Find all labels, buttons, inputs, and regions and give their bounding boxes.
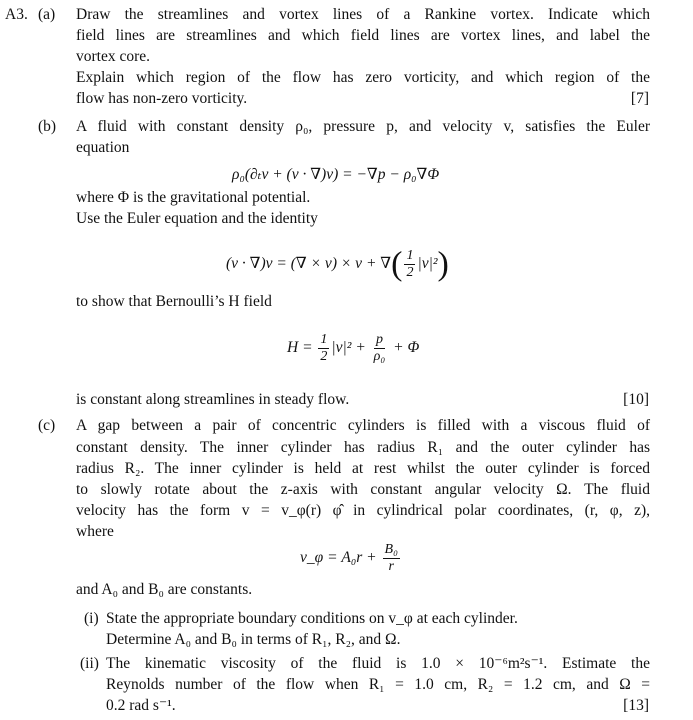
part-c-line: where <box>76 523 114 540</box>
part-b-line: Use the Euler equation and the identity <box>76 210 318 227</box>
part-c-line: A gap between a pair of concentric cylinders is filled with a viscous fluid of <box>76 417 650 434</box>
fraction-b0-r: $\frac{\text{B₀}}{r}$ <box>384 542 398 574</box>
bernoulli-equation <box>287 332 419 365</box>
velocity-equation <box>300 542 402 575</box>
velocity-lhs: v_φ = A₀r + <box>300 549 377 567</box>
part-a-line: field lines are streamlines and which field lines are vortex lines, and label the <box>76 27 650 44</box>
part-c-ii-line: Reynolds number of the flow when R₁ = 1.0 cm, R₂ = 1.2 cm, and Ω = <box>106 676 650 693</box>
part-a-line: vortex core. <box>76 48 151 65</box>
part-c-marks: [13] <box>623 697 649 714</box>
euler-equation: ρ₀(∂ₜv + (v · ∇)v) = −∇p − ρ₀∇Φ <box>232 166 440 183</box>
part-c-line: to slowly rotate about the z-axis with constant angular velocity Ω. The fluid <box>76 481 650 498</box>
part-a-label: (a) <box>38 6 56 23</box>
vector-identity-equation <box>226 245 449 283</box>
part-c-line: velocity has the form v = v_φ(r) φ̂ in cylindrical polar coordinates, (r, φ, z), <box>76 502 650 519</box>
h-lhs: H = <box>287 339 313 357</box>
part-c-label: (c) <box>38 417 56 434</box>
part-b-line: A fluid with constant density ρ₀, pressure p, and velocity v, satisfies the Euler <box>76 118 650 135</box>
part-a-line: Explain which region of the flow has zero vorticity, and which region of the <box>76 69 650 86</box>
part-c-ii-label: (ii) <box>80 655 99 672</box>
part-c-ii-line: 0.2 rad s⁻¹. <box>106 697 176 714</box>
part-b-line: to show that Bernoulli’s H field <box>76 293 272 310</box>
identity-lhs: (v · ∇)v = (∇ × v) × v + ∇ <box>226 255 392 273</box>
h-mid: |v|² + <box>331 339 366 357</box>
part-c-i-line: Determine A₀ and B₀ in terms of R₁, R₂, and Ω. <box>106 631 401 648</box>
part-c-line: radius R₂. The inner cylinder is held at rest whilst the outer cylinder is forced <box>76 460 650 477</box>
part-c-line: constant density. The inner cylinder has radius R₁ and the outer cylinder has <box>76 439 650 456</box>
part-a-marks: [7] <box>630 90 649 107</box>
part-b-line: where Φ is the gravitational potential. <box>76 189 311 206</box>
part-c-line: and A₀ and B₀ are constants. <box>76 581 253 598</box>
part-c-i-label: (i) <box>84 610 99 627</box>
question-number: A3. <box>5 6 28 23</box>
h-tail: + Φ <box>393 339 420 357</box>
part-a-line: flow has non-zero vorticity. <box>76 90 248 107</box>
part-b-marks: [10] <box>623 391 649 408</box>
paren-open: ( <box>391 245 403 283</box>
part-c-i-line: State the appropriate boundary conditions on v_φ at each cylinder. <box>106 610 518 627</box>
identity-tail: |v|² <box>417 255 438 273</box>
part-c-ii-line: The kinematic viscosity of the fluid is 1.0 × 10⁻⁶m²s⁻¹. Estimate the <box>106 655 650 672</box>
part-b-line: is constant along streamlines in steady flow. <box>76 391 350 408</box>
part-b-label: (b) <box>38 118 57 135</box>
fraction-half: $\frac{1}{2}$ <box>320 332 328 364</box>
fraction-half: $\frac{1}{2}$ <box>406 248 414 280</box>
part-b-line: equation <box>76 139 130 156</box>
paren-close: ) <box>437 245 449 283</box>
part-a-line: Draw the streamlines and vortex lines of a Rankine vortex. Indicate which <box>76 6 650 23</box>
fraction-p-rho: $\frac{p}{\text{ρ₀}}$ <box>373 332 386 364</box>
